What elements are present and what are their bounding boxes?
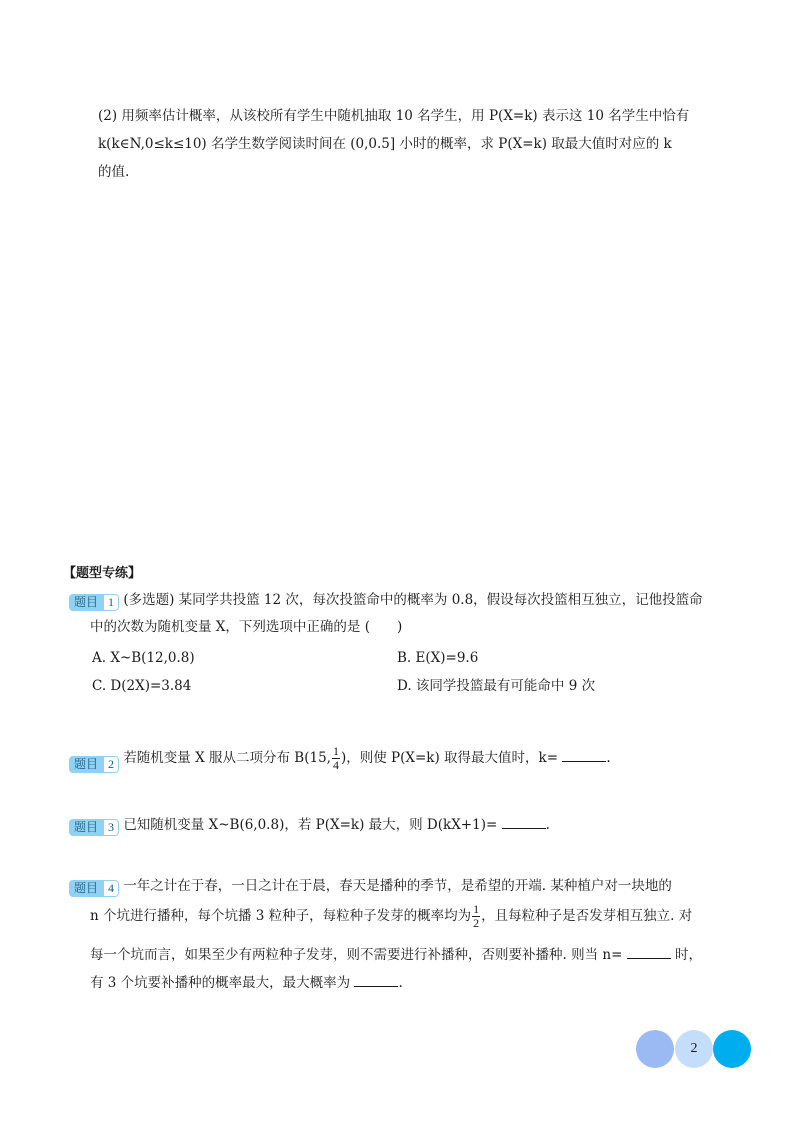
question-tag-label: 题目 [69,819,103,836]
question-tag-label: 题目 [69,880,103,897]
q4-line-3-a: 每一个坑而言，如果至少有两粒种子发芽，则不需要进行补播种，否则要补播种. 则当 n= [90,947,623,963]
q4-line-2-a: n 个坑进行播种，每个坑播 3 粒种子，每粒种子发芽的概率均为 [90,908,472,924]
section-title: 【题型专练】 [63,566,142,581]
page-circle-right [713,1030,751,1068]
answer-blank[interactable] [354,972,398,987]
page-number: 2 [675,1030,713,1068]
question-tag [69,592,119,609]
q4-line-3 [90,944,702,965]
question-tag [69,817,119,834]
q1-option-d: D. 该同学投篮最有可能命中 9 次 [397,678,596,694]
fraction-denominator: 2 [473,916,480,930]
question-4 [69,876,672,896]
fraction [472,903,480,930]
q4-line-1: 一年之计在于春，一日之计在于晨，春天是播种的季节，是希望的开端. 某种植户对一块地的 [123,878,672,894]
answer-blank[interactable] [502,814,546,829]
q1-line-1: (多选题) 某同学共投篮 12 次，每次投篮命中的概率为 0.8，假设每次投篮相互独立，记他投篮命 [123,592,703,608]
q1-line-2: 中的次数为随机变量 X，下列选项中正确的是 ( ) [90,619,403,635]
q1-option-b: B. E(X)=9.6 [397,650,479,666]
fraction [332,745,340,772]
question-tag-number: 1 [103,594,119,611]
q2-text-b: )，则使 P(X=k) 取得最大值时，k= [340,750,559,766]
fraction-numerator: 1 [473,902,480,916]
q4-line-3-b: 时， [674,947,702,963]
q3-text: 已知随机变量 X~B(6,0.8)，若 P(X=k) 最大，则 D(kX+1)= [123,817,498,833]
question-1 [69,590,703,610]
question-tag-number: 4 [103,880,119,897]
q4-line-2-b: ，且每粒种子是否发芽相互独立. 对 [481,908,693,924]
q4-line-4-a: 有 3 个坑要补播种的概率最大，最大概率为 [90,975,351,991]
q4-line-2 [90,902,692,930]
question-2 [69,744,611,772]
question-tag-number: 2 [103,756,119,773]
question-tag-number: 3 [103,819,119,836]
q1-option-a: A. X~B(12,0.8) [92,650,195,666]
answer-blank[interactable] [627,944,671,959]
answer-blank[interactable] [562,747,606,762]
question-tag-label: 题目 [69,756,103,773]
q2-text-a: 若随机变量 X 服从二项分布 B(15, [123,750,331,766]
page-circle-left [636,1030,674,1068]
question-tag [69,878,119,895]
fraction-numerator: 1 [332,744,339,758]
q2-period: . [606,750,611,766]
q3-period: . [545,817,550,833]
question-tag-label: 题目 [69,594,103,611]
part2-line-1: (2) 用频率估计概率，从该校所有学生中随机抽取 10 名学生，用 P(X=k) 表示这 10 名学生中恰有 [98,108,690,124]
fraction-denominator: 4 [332,758,339,772]
part2-line-2: k(k∈N,0≤k≤10) 名学生数学阅读时间在 (0,0.5] 小时的概率，求 P(X=k) 取最大值时对应的 k [98,136,672,152]
q4-line-4 [90,972,403,993]
q1-option-c: C. D(2X)=3.84 [92,678,192,694]
q4-period: . [398,975,403,991]
question-3 [69,814,550,835]
part2-line-3: 的值. [98,164,130,180]
question-tag [69,750,119,771]
